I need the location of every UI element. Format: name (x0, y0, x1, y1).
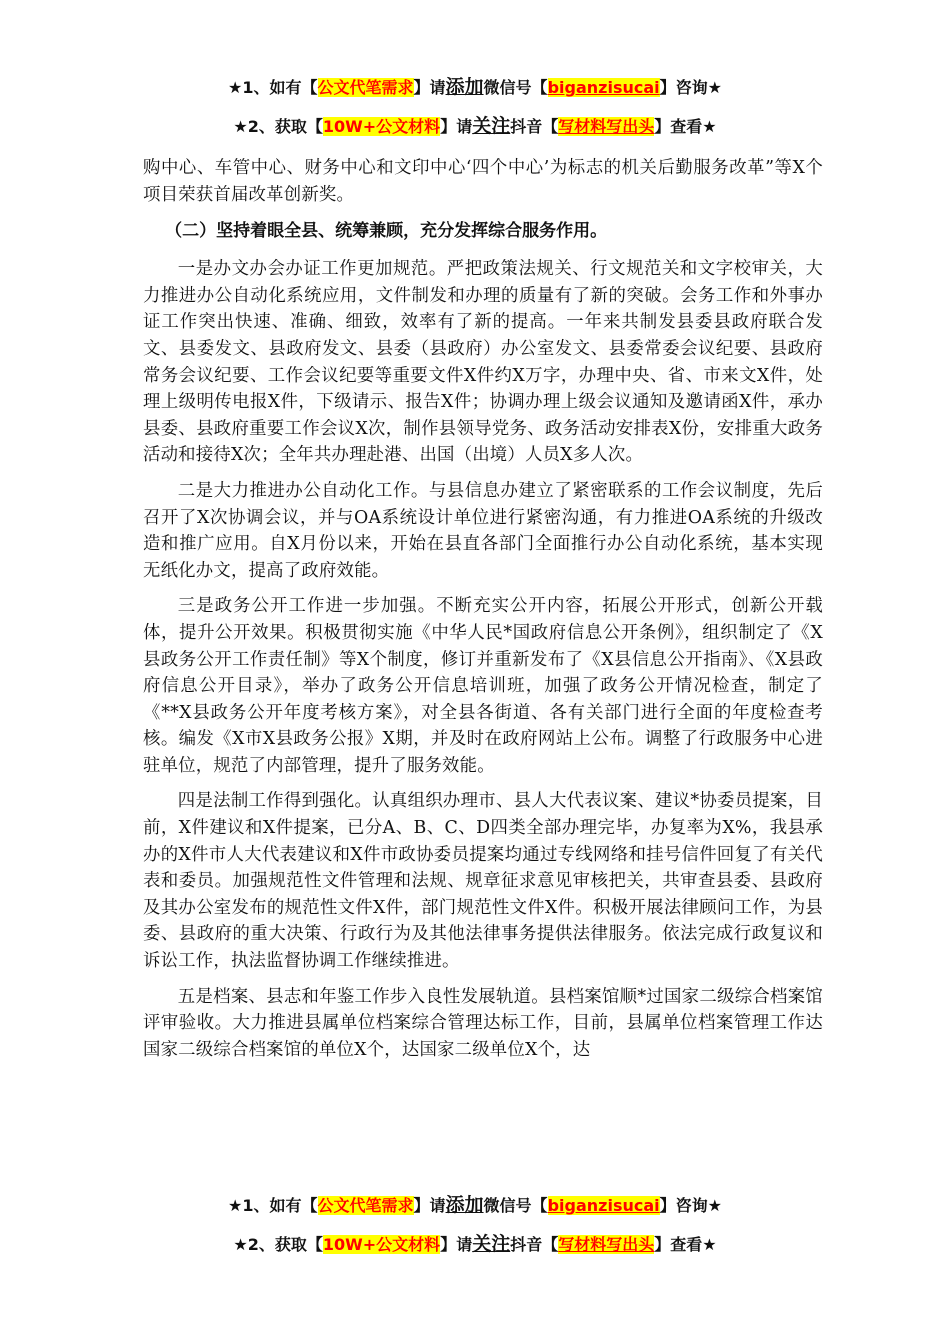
douyin-account: 写材料写出头 (558, 117, 655, 136)
paragraph-5: 五是档案、县志和年鉴工作步入良性发展轨道。县档案馆顺*过国家二级综合档案馆评审验收。大力推进县属单位档案综合管理达标工作，目前，县属单位档案管理工作达国家二级综合档案馆的单位X个，达国家二级单位X个，达 (143, 986, 823, 1060)
highlight-service: 公文代笔需求 (317, 78, 414, 97)
highlight-service: 公文代笔需求 (317, 1196, 414, 1215)
continuation-paragraph: 购中心、车管中心、财务中心和文印中心‘四个中心’为标志的机关后勤服务改革”等X个项目荣获首届改革创新奖。 (143, 158, 823, 205)
banner-text: 抖音【 (510, 117, 559, 136)
banner-text: 微信号【 (483, 1196, 548, 1215)
douyin-account: 写材料写出头 (558, 1235, 655, 1254)
highlight-materials: 10W+公文材料 (322, 117, 441, 136)
banner-text: 】查看★ (654, 117, 717, 136)
banner-text: 】请 (440, 117, 473, 136)
paragraph-4: 四是法制工作得到强化。认真组织办理市、县人大代表议案、建议*协委员提案，目前，X件建议和X件提案，已分A、B、C、D四类全部办理完毕，办复率为X%，我县承办的X件市人大代表建议和X件市政协委员提案均通过专线网络和挂号信件回复了有关代表和委员。加强规范性文件管理和法规、规章征求意见审核把关，共审查县委、县政府及其办公室发布的规范性文件X件，部门规范性文件X件。积极开展法律顾问工作，为县委、县政府的重大决策、行政行为及其他法律事务提供法律服务。依法完成行政复议和诉讼工作，执法监督协调工作继续推进。 (143, 791, 823, 972)
banner-text: 】请 (440, 1235, 473, 1254)
wechat-id: biganzisucai (547, 1196, 660, 1215)
promo-banner-bottom-line-1 (0, 1190, 950, 1217)
banner-text: 】咨询★ (659, 78, 722, 97)
banner-text: ★2、获取【 (233, 117, 323, 136)
banner-text: 微信号【 (483, 78, 548, 97)
emphasis-add: 添加 (445, 1194, 484, 1216)
paragraph-3: 三是政务公开工作进一步加强。不断充实公开内容，拓展公开形式，创新公开载体，提升公开效果。积极贯彻实施《中华人民*国政府信息公开条例》，组织制定了《X县政务公开工作责任制》等X个制度，修订并重新发布了《X县信息公开指南》、《X县政府信息公开目录》，举办了政务公开信息培训班，加强了政务公开情况检查，制定了《**X县政务公开年度考核方案》，对全县各街道、各有关部门进行全面的年度检查考核。编发《X市X县政务公报》X期，并及时在政府网站上公布。调整了行政服务中心进驻单位，规范了内部管理，提升了服务效能。 (143, 596, 823, 776)
promo-banner-bottom-line-2 (0, 1229, 950, 1256)
section-heading: （二）坚持着眼全县、统筹兼顾，充分发挥综合服务作用。 (165, 221, 608, 242)
promo-banner-top-line-1 (0, 72, 950, 99)
banner-text: 】咨询★ (659, 1196, 722, 1215)
banner-text: 抖音【 (510, 1235, 559, 1254)
banner-text: ★1、如有【 (228, 1196, 318, 1215)
paragraph-1: 一是办文办会办证工作更加规范。严把政策法规关、行文规范关和文字校审关，大力推进办公自动化系统应用，文件制发和办理的质量有了新的突破。会务工作和外事办证工作突出快速、准确、细致，效率有了新的提高。一年来共制发县委县政府联合发文、县委发文、县政府发文、县委（县政府）办公室发文、县委常委会议纪要、县政府常务会议纪要、工作会议纪要等重要文件X件约X万字，办理中央、省、市来文X件，处理上级明传电报X件，下级请示、报告X件；协调办理上级会议通知及邀请函X件，承办县委、县政府重要工作会议X次，制作县领导党务、政务活动安排表X份，安排重大政务活动和接待X次；全年共办理赴港、出国（出境）人员X多人次。 (143, 259, 823, 466)
emphasis-add: 添加 (445, 76, 484, 98)
banner-text: 】查看★ (654, 1235, 717, 1254)
emphasis-follow: 关注 (472, 1233, 511, 1255)
banner-text: 】请 (413, 78, 446, 97)
banner-text: ★2、获取【 (233, 1235, 323, 1254)
wechat-id: biganzisucai (547, 78, 660, 97)
paragraph-2: 二是大力推进办公自动化工作。与县信息办建立了紧密联系的工作会议制度，先后召开了X次协调会议，并与OA系统设计单位进行紧密沟通，有力推进OA系统的升级改造和推广应用。自X月份以来，开始在县直各部门全面推行办公自动化系统，基本实现无纸化办文，提高了政府效能。 (143, 480, 823, 581)
banner-text: 】请 (413, 1196, 446, 1215)
document-body (143, 155, 823, 1063)
banner-text: ★1、如有【 (228, 78, 318, 97)
highlight-materials: 10W+公文材料 (322, 1235, 441, 1254)
emphasis-follow: 关注 (472, 115, 511, 137)
promo-banner-top-line-2 (0, 111, 950, 138)
